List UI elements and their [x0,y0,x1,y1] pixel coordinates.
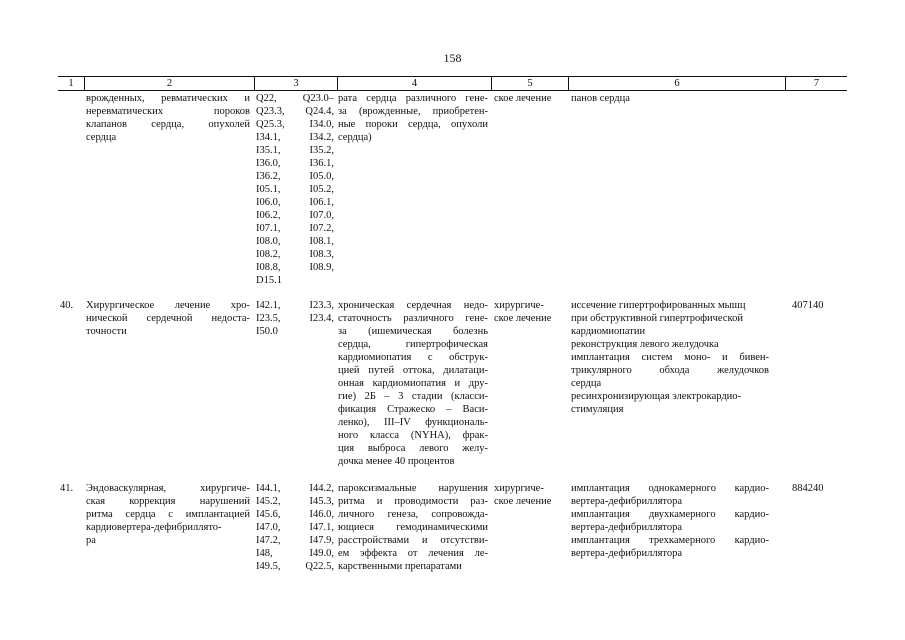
codes-cell [256,482,334,573]
code: I06.1, [309,197,334,208]
description-line: личного генеза, сопровожда- [338,509,488,520]
description-cell [338,92,488,144]
method-line: хирургиче- [494,483,544,494]
price-cell: 884240 [792,483,824,494]
procedure-line: ресинхронизирующая электрокардио- [571,391,742,402]
description-line: кардиомиопатия с обструк- [338,352,488,363]
name-line: нической сердечной недоста- [86,313,250,324]
description-line: статочность различного гене- [338,313,488,324]
header-col-6: 6 [674,78,680,89]
name-line: врожденных, ревматических и [86,93,250,104]
name-line: ритма сердца с имплантацией [86,509,250,520]
codes-cell [256,92,334,287]
description-line: сердца) [338,132,372,143]
procedure-line: имплантация трехкамерного кардио- [571,535,769,546]
code: I47.9, [309,535,334,546]
code: I34.2, [309,132,334,143]
code: I47.2, [256,535,281,546]
name-line: ская коррекция нарушений [86,496,250,507]
page-number: 158 [443,51,462,65]
name-cell [86,482,250,547]
code: I08.1, [309,236,334,247]
procedure-line: стимуляция [571,404,624,415]
description-cell [338,299,488,468]
description-line: ем эффекта от лечения ле- [338,548,488,559]
code: I08.2, [256,249,281,260]
description-line: дочка менее 40 процентов [338,456,455,467]
description-line: за (ишемическая болезнь [338,326,488,337]
name-cell [86,299,250,338]
description-line: ного класса (NYHA), фрак- [338,430,488,441]
name-line: кардиовертера-дефибриллято- [86,522,222,533]
procedure-cell [571,482,769,560]
codes-column-a [256,92,300,287]
name-line: клапанов сердца, опухолей [86,119,250,130]
code: I45.3, [309,496,334,507]
code: I45.6, [256,509,281,520]
code: Q23.3, [256,106,285,117]
codes-column-a [256,299,300,338]
description-line: хроническая сердечная недо- [338,300,488,311]
code: I05.2, [309,184,334,195]
description-line: цией путей оттока, дилатаци- [338,365,488,376]
description-line: сердца, гипертрофическая [338,339,488,350]
procedure-line: имплантация двухкамерного кардио- [571,509,769,520]
code: I23.3, [309,300,334,311]
code: Q22, [256,93,277,104]
method-cell [494,482,551,508]
code: D15.1 [256,275,282,286]
description-line: ные пороки сердца, опухоли [338,119,488,130]
description-line: онная кардиомиопатия и дру- [338,378,488,389]
header-col-3: 3 [293,78,299,89]
code: I35.1, [256,145,281,156]
name-cell [86,92,250,144]
codes-column-b [300,92,334,287]
description-line: ция выброса левого желу- [338,443,488,454]
procedure-line: реконструкция левого желудочка [571,339,719,350]
procedure-line: вертера-дефибриллятора [571,496,683,507]
code: Q24.4, [305,106,334,117]
name-line: точности [86,326,127,337]
code: I49.0, [309,548,334,559]
code: I23.4, [309,313,334,324]
code: I07.2, [309,223,334,234]
description-line: ющиеся гемодинамическими [338,522,488,533]
code: I34.1, [256,132,281,143]
method-cell [494,299,551,325]
header-col-1: 1 [68,78,74,89]
code: I42.1, [256,300,281,311]
price-cell: 407140 [792,300,824,311]
method-cell [494,92,551,105]
code: I50.0 [256,326,278,337]
code: I44.2, [309,483,334,494]
code: I08.0, [256,236,281,247]
code: I49.5, [256,561,281,572]
name-line: сердца [86,132,117,143]
description-line: карственными препаратами [338,561,462,572]
description-line: ритма и проводимости раз- [338,496,488,507]
procedure-line: вертера-дефибриллятора [571,548,683,559]
codes-column-b [300,299,334,338]
code: I08.3, [309,249,334,260]
code: I44.1, [256,483,281,494]
procedure-line: вертера-дефибриллятора [571,522,683,533]
code: I05.0, [309,171,334,182]
header-col-5: 5 [527,78,533,89]
description-line: расстройствами и отсутстви- [338,535,488,546]
code: I48, [256,548,273,559]
procedure-line: сердца [571,378,602,389]
method-line: ское лечение [494,93,552,104]
procedure-line: при обструктивной гипертрофической [571,313,743,324]
code: I06.0, [256,197,281,208]
procedure-line: трикулярного обхода желудочков [571,365,769,376]
code: I36.2, [256,171,281,182]
code: I08.9, [309,262,334,273]
code: I36.1, [309,158,334,169]
description-line: гие) 2Б – 3 стадии (класси- [338,391,488,402]
codes-cell [256,299,334,338]
header-col-4: 4 [411,78,418,89]
description-line: пароксизмальные нарушения [338,483,488,494]
method-line: ское лечение [494,313,552,324]
code: Q22.5, [305,561,334,572]
code: Q25.3, [256,119,285,130]
procedure-line: имплантация однокамерного кардио- [571,483,769,494]
name-line: ра [86,535,96,546]
name-line: Хирургическое лечение хро- [86,300,250,311]
procedure-line: иссечение гипертрофированных мышц [571,300,746,311]
description-line: за (врожденные, приобретен- [338,106,488,117]
code: I05.1, [256,184,281,195]
code: I08.8, [256,262,281,273]
row-number: 40. [60,300,74,311]
header-col-2: 2 [166,78,173,89]
name-line: Эндоваскулярная, хирургиче- [86,483,250,494]
code: I47.1, [309,522,334,533]
code: I06.2, [256,210,281,221]
method-line: ское лечение [494,496,552,507]
name-line: неревматических пороков [86,106,250,117]
table-header [58,76,847,91]
code: I35.2, [309,145,334,156]
header-col-7: 7 [813,78,820,89]
procedure-line: панов сердца [571,93,630,104]
code: I07.0, [309,210,334,221]
code: I36.0, [256,158,281,169]
procedure-line: имплантация систем моно- и бивен- [571,352,769,363]
procedure-line: кардиомиопатии [571,326,646,337]
description-cell [338,482,488,573]
codes-column-a [256,482,300,573]
codes-column-b [300,482,334,573]
code: Q23.0– [302,93,334,104]
code: I23.5, [256,313,281,324]
description-line: рата сердца различного гене- [338,93,488,104]
method-line: хирургиче- [494,300,544,311]
row-number: 41. [60,483,74,494]
description-line: ленко), III–IV функциональ- [338,417,488,428]
procedure-cell [571,92,630,105]
code: I47.0, [256,522,281,533]
code: I45.2, [256,496,281,507]
description-line: фикация Стражеско – Васи- [338,404,488,415]
code: I07.1, [256,223,281,234]
code: I34.0, [309,119,334,130]
code: I46.0, [309,509,334,520]
procedure-cell [571,299,769,416]
